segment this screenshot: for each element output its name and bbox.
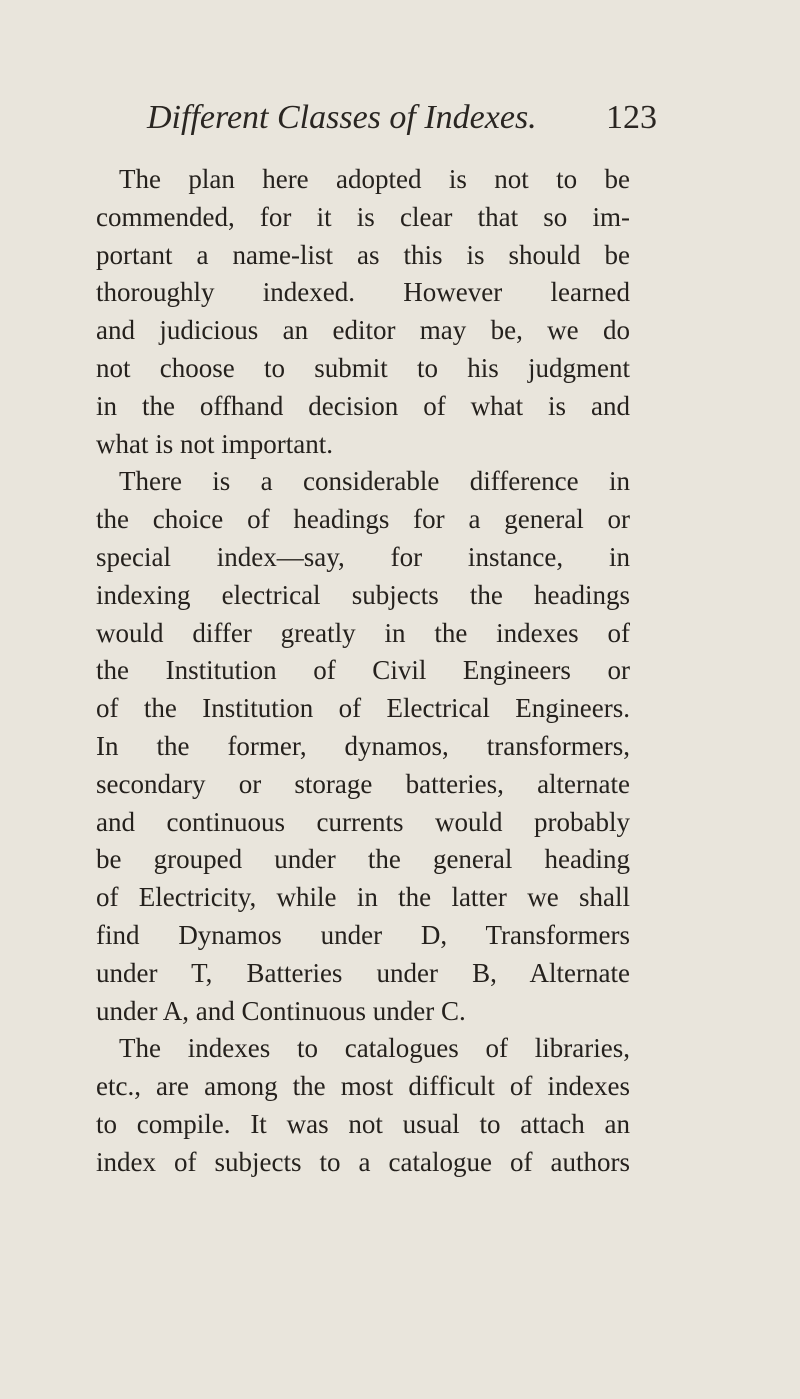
text-line: of Electricity, while in the latter we shall <box>96 882 630 913</box>
text-line: indexing electrical subjects the headings <box>96 579 630 610</box>
text-line: find Dynamos under D, Transformers <box>96 919 630 950</box>
text-line: not choose to submit to his judgment <box>96 352 630 383</box>
text-line: thoroughly indexed. However learned <box>96 277 630 308</box>
text-line: be grouped under the general heading <box>96 844 630 875</box>
text-line: under T, Batteries under B, Alternate <box>96 957 630 988</box>
text-line: of the Institution of Electrical Engineers. <box>96 693 630 724</box>
text-line: secondary or storage batteries, alternate <box>96 768 630 799</box>
running-title: Different Classes of Indexes. <box>147 99 537 136</box>
text-line: In the former, dynamos, transformers, <box>96 730 630 761</box>
text-line: portant a name-list as this is should be <box>96 239 630 270</box>
text-line: commended, for it is clear that so im- <box>96 201 630 232</box>
text-line: in the offhand decision of what is and <box>96 390 630 421</box>
body-text <box>96 161 630 1182</box>
page-number: 123 <box>606 99 657 136</box>
text-line: There is a considerable difference in <box>119 466 630 497</box>
text-line: and judicious an editor may be, we do <box>96 315 630 346</box>
text-line: The indexes to catalogues of libraries, <box>119 1033 630 1064</box>
text-line: index of subjects to a catalogue of authors <box>96 1146 630 1177</box>
text-line: under A, and Continuous under C. <box>96 995 466 1026</box>
text-line: special index—say, for instance, in <box>96 541 630 572</box>
text-line: etc., are among the most difficult of indexes <box>96 1071 630 1102</box>
text-line: and continuous currents would probably <box>96 806 630 837</box>
text-line: the Institution of Civil Engineers or <box>96 655 630 686</box>
text-line: what is not important. <box>96 428 333 459</box>
page-header <box>147 99 657 149</box>
text-line: would differ greatly in the indexes of <box>96 617 630 648</box>
text-line: The plan here adopted is not to be <box>119 164 630 194</box>
text-line: the choice of headings for a general or <box>96 504 630 535</box>
text-line: to compile. It was not usual to attach an <box>96 1108 630 1139</box>
